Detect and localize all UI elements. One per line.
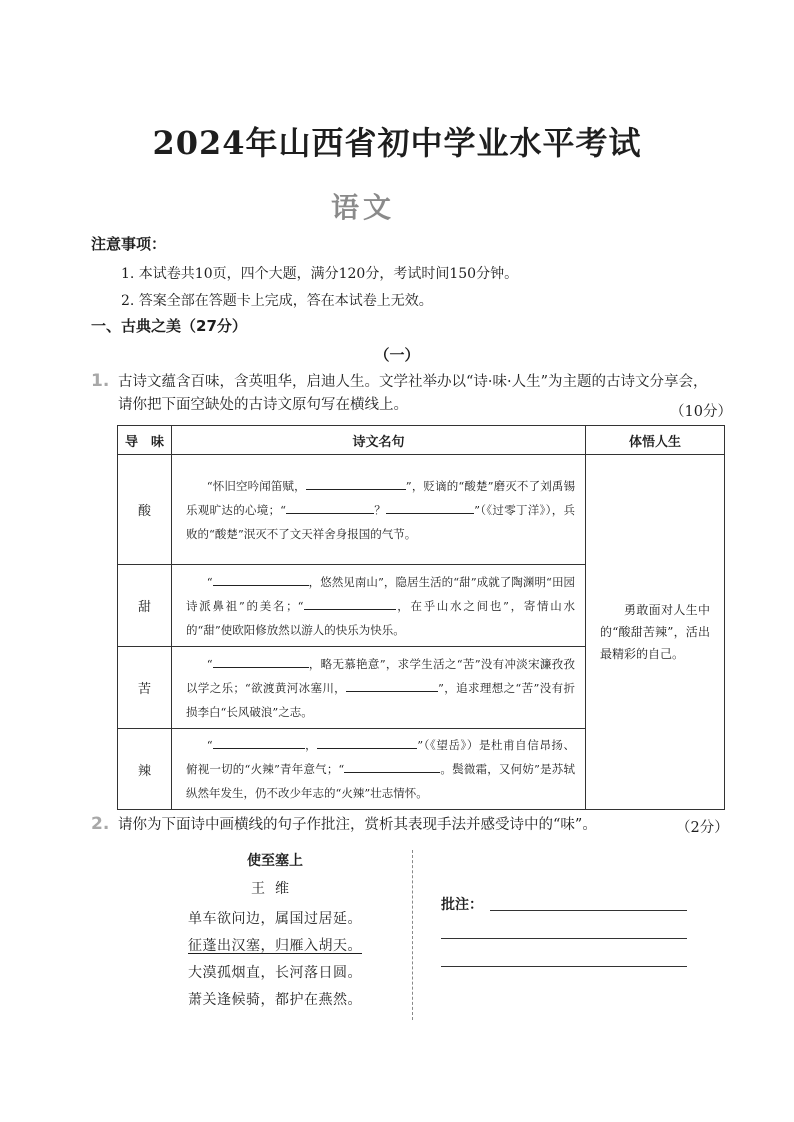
question-2-points: （2分） [676, 820, 729, 836]
quote-cell-bitter [172, 647, 586, 729]
annotation-line[interactable] [490, 910, 687, 911]
answer-blank[interactable] [213, 573, 309, 586]
note-item-2: 2. 答案全部在答题卡上完成，答在本试卷上无效。 [121, 293, 433, 309]
poem-title: 使至塞上 [247, 853, 303, 869]
quote-text: ”，贬谪的“酸楚”磨灭不了刘禹锡乐观旷达的心境；“ [186, 478, 575, 517]
answer-blank[interactable] [346, 679, 438, 692]
quote-text: “ [206, 656, 213, 671]
header-quotes: 诗文名句 [172, 426, 586, 455]
question-2-text: 请你为下面诗中画横线的句子作批注，赏析其表现手法并感受诗中的“味”。 [118, 817, 597, 833]
quote-text: “ [206, 574, 213, 589]
answer-blank[interactable] [344, 760, 440, 773]
poem-line-2-underlined: 征蓬出汉塞，归雁入胡天。 [188, 938, 362, 954]
answer-blank[interactable] [317, 736, 417, 749]
question-1-points: （10分） [670, 404, 732, 420]
quote-text: ，在乎山水之间也”，寄情山水的“甜”使欧阳修放然以游人的快乐为快乐。 [186, 598, 575, 637]
table-header-row [118, 426, 725, 455]
quote-text: “ [206, 738, 213, 752]
quote-cell-sweet [172, 565, 586, 647]
answer-blank[interactable] [286, 501, 374, 514]
quote-text: “怀旧空吟闻笛赋， [206, 478, 306, 493]
annotation-line[interactable] [441, 938, 687, 939]
note-item-1: 1. 本试卷共10页，四个大题，满分120分，考试时间150分钟。 [121, 266, 519, 282]
answer-blank[interactable] [306, 477, 406, 490]
question-1-table [117, 425, 725, 810]
taste-label: 酸 [118, 455, 172, 565]
quote-cell-sour [172, 455, 586, 565]
answer-blank[interactable] [386, 501, 474, 514]
subject-title: 语文 [330, 191, 395, 224]
divider-dashed [412, 850, 413, 1020]
quote-text: ，略无慕艳意”，求学生活之“苦”没有冲淡宋濂孜孜以学之乐；“欲渡黄河冰塞川， [186, 656, 575, 695]
taste-label: 辣 [118, 729, 172, 810]
question-2-number: 2. [91, 814, 110, 834]
taste-label: 甜 [118, 565, 172, 647]
taste-label: 苦 [118, 647, 172, 729]
poem-author: 王维 [251, 881, 299, 897]
poem-line-1: 单车欲问边，属国过居延。 [188, 911, 362, 927]
quote-cell-spicy [172, 729, 586, 810]
question-1-number: 1. [91, 371, 110, 391]
answer-blank[interactable] [304, 597, 396, 610]
annotation-line[interactable] [441, 966, 687, 967]
quote-text: ，悠然见南山”，隐居生活的“甜”成就了陶渊明“田园诗派鼻祖”的美名；“ [186, 574, 575, 613]
header-experience: 体悟人生 [586, 426, 725, 455]
quote-text: 。鬓微霜，又何妨”是苏轼纵然年发生，仍不改少年志的“火辣”壮志情怀。 [186, 762, 575, 800]
exam-title: 2024年山西省初中学业水平考试 [152, 124, 642, 162]
notes-heading: 注意事项： [91, 235, 167, 253]
quote-text: ？ [374, 502, 387, 517]
header-taste: 导 味 [118, 426, 172, 455]
annotation-label: 批注： [441, 897, 483, 913]
quote-text: ， [304, 738, 318, 752]
quote-text: ”（《望岳》）是杜甫自信昂扬、俯视一切的“火辣”青年意气；“ [186, 738, 575, 776]
question-1-prompt: 古诗文蕴含百味，含英咀华，启迪人生。文学社举办以“诗·味·人生”为主题的古诗文分享会，请你把下面空缺处的古诗文原句写在横线上。 [118, 374, 708, 413]
poem-line-3: 大漠孤烟直，长河落日圆。 [188, 965, 362, 981]
experience-cell: 勇敢面对人生中的“酸甜苦辣”，活出最精彩的自己。 [586, 455, 725, 810]
poem-line-4: 萧关逢候骑，都护在燕然。 [188, 992, 362, 1008]
quote-text: ”（《过零丁洋》），兵败的“酸楚”泯灭不了文天祥舍身报国的气节。 [186, 502, 575, 541]
quote-text: ”，追求理想之“苦”没有折损李白“长风破浪”之志。 [186, 680, 575, 719]
answer-blank[interactable] [213, 655, 309, 668]
section-title: 一、古典之美（27分） [91, 317, 247, 335]
part-title: （一） [374, 346, 420, 364]
answer-blank[interactable] [213, 736, 305, 749]
question-1-text [118, 371, 722, 417]
table-row-sour [118, 455, 725, 565]
